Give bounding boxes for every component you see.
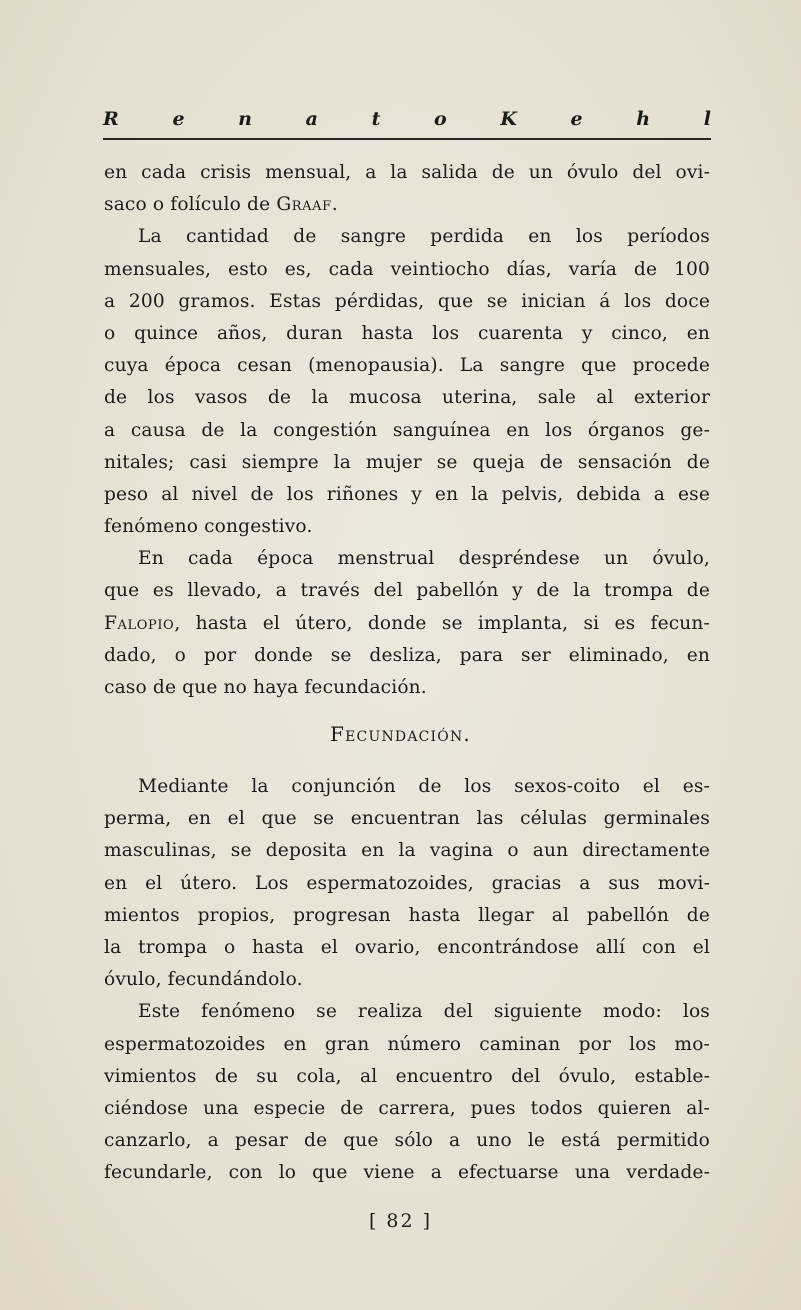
text-line: Este fenómeno se realiza del siguiente modo: los [138,1001,710,1023]
text-line: La cantidad de sangre perdida en los períodos [138,226,710,248]
running-head-letter: e [570,108,583,130]
page-number: [ 82 ] [368,1210,433,1232]
text-line: en cada crisis mensual, a la salida de un óvulo del ovi- [104,162,710,183]
text-line: canzarlo, a pesar de que sólo a uno le está permitido [104,1130,710,1152]
running-head-letter: R [103,108,119,130]
text-line: mensuales, esto es, cada veintiocho días, varía de 100 [104,258,710,280]
text-line: o quince años, duran hasta los cuarenta y cinco, en [104,322,710,344]
text-line: dado, o por donde se desliza, para ser eliminado, en [104,644,710,666]
text-line: En cada época menstrual despréndese un óvulo, [138,548,710,570]
text-line: Falopio, hasta el útero, donde se implanta, si es fecun- [104,612,710,634]
header-rule [103,138,711,140]
body-text-top [104,157,710,704]
text-line: espermatozoides en gran número caminan por los mo- [104,1033,710,1055]
text-line: a 200 gramos. Estas pérdidas, que se inician á los doce [104,290,710,312]
text-line: perma, en el que se encuentran las células germinales [104,808,710,830]
section-heading: Fecundación. [330,722,471,746]
text-line: en el útero. Los espermatozoides, gracias a sus movi- [104,872,710,894]
text-line: vimientos de su cola, al encuentro del óvulo, estable- [104,1065,710,1087]
text-line: saco o folículo de Graaf. [104,194,338,216]
running-head-letter: o [434,108,447,130]
text-line: que es llevado, a través del pabellón y de la trompa de [104,580,710,602]
text-line: peso al nivel de los riñones y en la pelvis, debida a ese [104,483,710,505]
text-line: a causa de la congestión sanguínea en los órganos ge- [104,419,710,441]
text-line: fenómeno congestivo. [104,516,313,538]
running-head [103,108,711,130]
running-head-letter: K [500,108,517,130]
proper-name: Graaf [276,194,332,216]
running-head-letter: e [172,108,185,130]
text-line: nitales; casi siempre la mujer se queja de sensación de [104,451,710,473]
text-line: fecundarle, con lo que viene a efectuarse una verdade- [104,1162,710,1184]
text-line: Mediante la conjunción de los sexos-coito el es- [138,776,710,797]
text-line: la trompa o hasta el ovario, encontrándose allí con el [104,936,710,958]
text-line: de los vasos de la mucosa uterina, sale al exterior [104,387,710,409]
running-head-letter: h [636,108,651,130]
text-line: caso de que no haya fecundación. [104,677,427,698]
text-line: masculinas, se deposita en la vagina o aun directamente [104,840,710,862]
text-line: mientos propios, progresan hasta llegar al pabellón de [104,904,710,926]
text-line: óvulo, fecundándolo. [104,969,303,991]
proper-name: Falopio [104,612,175,634]
text-line: ciéndose una especie de carrera, pues todos quieren al- [104,1097,710,1119]
text-line: cuya época cesan (menopausia). La sangre que procede [104,355,710,377]
running-head-letter: t [371,108,381,130]
body-text-bottom [104,771,710,1189]
running-head-letter: n [238,108,252,130]
running-head-letter: l [703,108,711,130]
running-head-letter: a [305,108,318,130]
